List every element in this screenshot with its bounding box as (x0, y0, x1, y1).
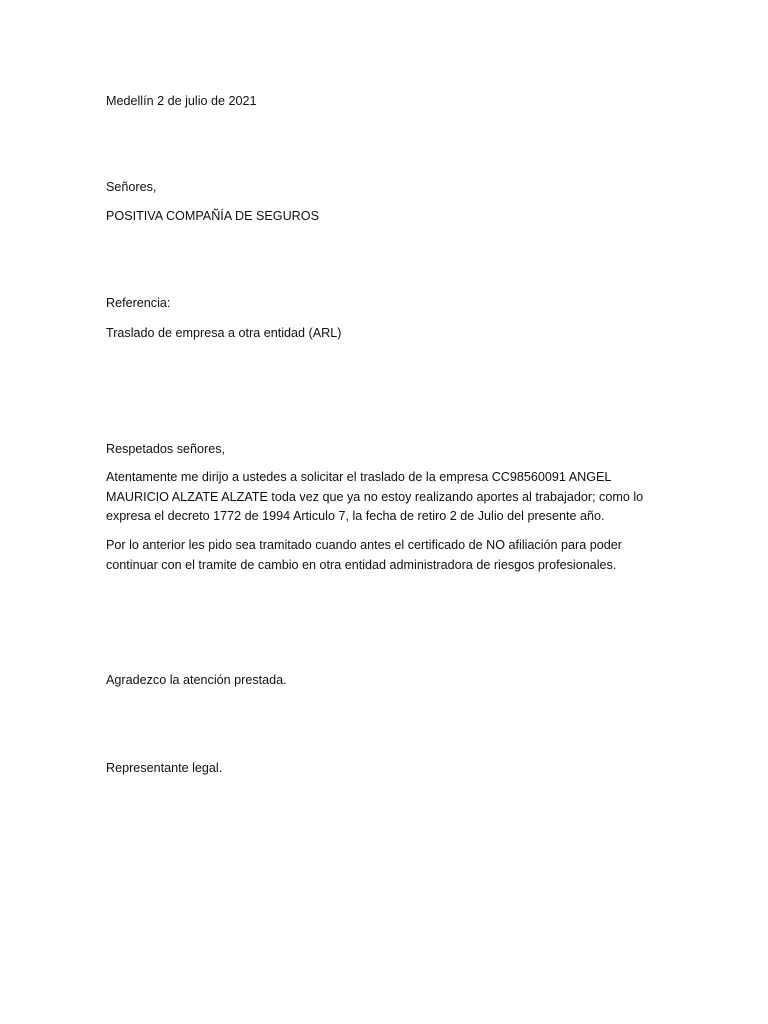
signature-line: Representante legal. (106, 761, 223, 775)
body-paragraph-1-line: Atentamente me dirijo a ustedes a solicitar el traslado de la empresa CC98560091 ANGEL (106, 470, 612, 484)
body-paragraph-2-line: continuar con el tramite de cambio en otra entidad administradora de riesgos profesionales. (106, 557, 617, 572)
reference-label: Referencia: (106, 296, 171, 310)
greeting: Respetados señores, (106, 442, 226, 456)
body-paragraph-2-line: Por lo anterior les pido sea tramitado cuando antes el certificado de NO afiliación para poder (106, 538, 622, 552)
thanks-line: Agradezco la atención prestada. (106, 673, 287, 687)
body-paragraph-1-line: MAURICIO ALZATE ALZATE toda vez que ya no estoy realizando aportes al trabajador; como lo (106, 489, 644, 504)
body-paragraph-2 (106, 536, 646, 575)
body-paragraph-1-line: expresa el decreto 1772 de 1994 Articulo 7, la fecha de retiro 2 de Julio del presente año. (106, 509, 605, 523)
reference-text: Traslado de empresa a otra entidad (ARL) (106, 326, 342, 340)
date-line: Medellín 2 de julio de 2021 (106, 94, 257, 108)
salutation-to: Señores, (106, 180, 157, 194)
body-paragraph-1 (106, 468, 646, 527)
company-name: POSITIVA COMPAÑÍA DE SEGUROS (106, 209, 319, 223)
